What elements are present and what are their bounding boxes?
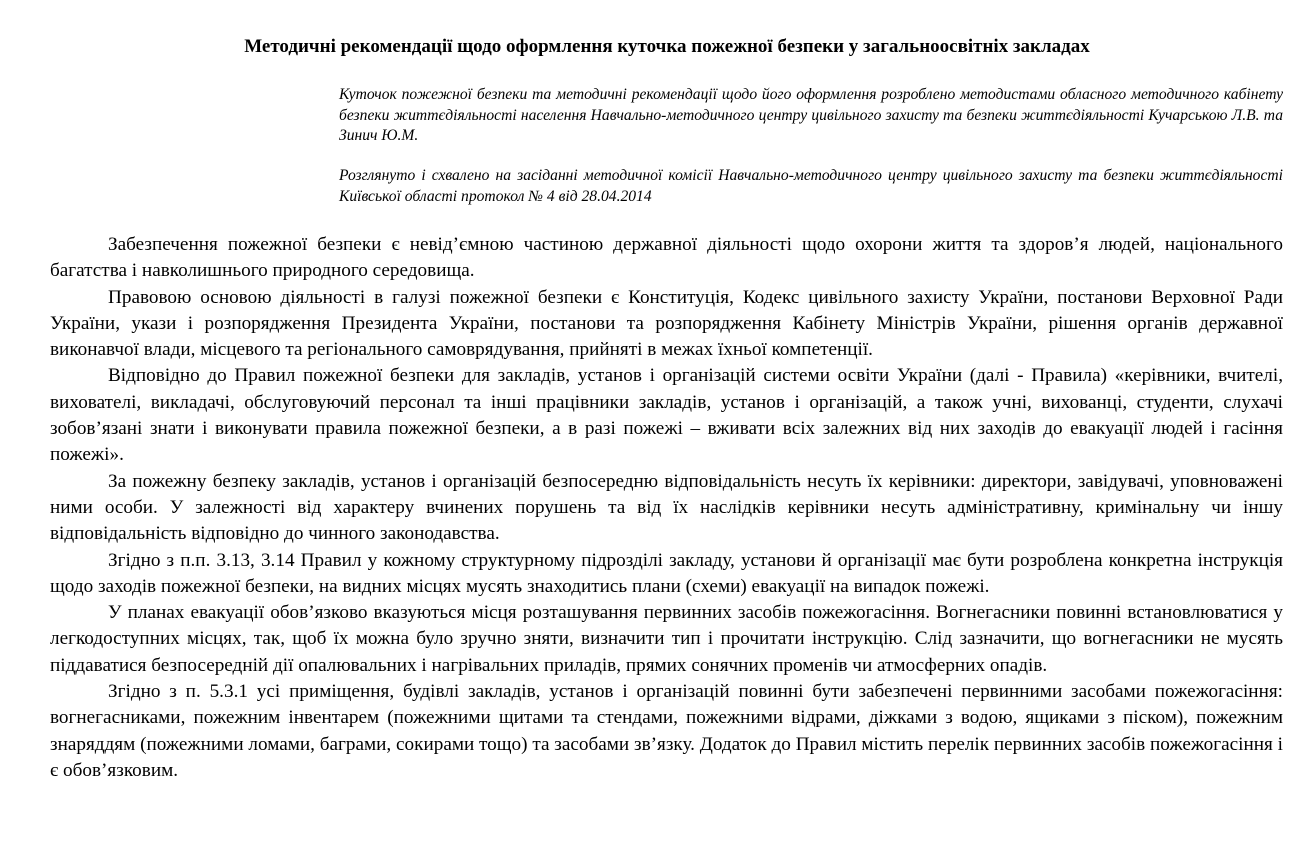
approval-note: Розглянуто і схвалено на засіданні методичної комісії Навчально-методичного центру цивільного захисту та безпеки життєдіяльності Київської області протокол № 4 від 28.04.2014 <box>339 167 1283 205</box>
paragraph: Згідно з п.п. 3.13, 3.14 Правил у кожному структурному підрозділі закладу, установи й організації має бути розроблена конкретна інструкція щодо заходів пожежної безпеки, на видних місцях мусять знаходитись плани (схеми) евакуації на випадок пожежі. <box>50 549 1283 597</box>
paragraph: Забезпечення пожежної безпеки є невід’ємною частиною державної діяльності щодо охорони життя та здоров’я людей, національного багатства і навколишнього природного середовища. <box>50 234 1283 282</box>
document-body <box>50 232 1283 784</box>
paragraph: Правовою основою діяльності в галузі пожежної безпеки є Конституція, Кодекс цивільного захисту України, постанови Верховної Ради України, укази і розпорядження Президента України, постанови та розпорядження Кабінету Міністрів України, рішення органів державної виконавчої влади, місцевого та регіонального самоврядування, прийняті в межах їхньої компетенції. <box>50 286 1283 361</box>
paragraph: У планах евакуації обов’язково вказуються місця розташування первинних засобів пожежогасіння. Вогнегасники повинні встановлюватися у легкодоступних місцях, так, щоб їх можна було зручно зняти, визначити тип і прочитати інструкцію. Слід зазначити, що вогнегасники не мусять піддаватися безпосередній дії опалювальних і нагрівальних приладів, прямих сонячних променів чи атмосферних опадів. <box>50 602 1283 676</box>
paragraph: Відповідно до Правил пожежної безпеки для закладів, установ і організацій системи освіти України (далі - Правила) «керівники, вчителі, вихователі, викладачі, обслуговуючий персонал та інші працівники закладів, установ і організацій, а також учні, вихованці, студенти, слухачі зобов’язані знати і виконувати правила пожежної безпеки, а в разі пожежі – вживати всіх залежних від них заходів до евакуації людей і гасіння пожежі». <box>50 365 1283 466</box>
paragraph: Згідно з п. 5.3.1 усі приміщення, будівлі закладів, установ і організацій повинні бути забезпечені первинними засобами пожежогасіння: вогнегасниками, пожежним інвентарем (пожежними щитами та стендами, пожежними відрами, діжками з водою, ящиками з піском), пожежним знаряддям (пожежними ломами, баграми, сокирами тощо) та засобами зв’язку. Додаток до Правил містить перелік первинних засобів пожежогасіння і є обов’язковим. <box>50 681 1283 781</box>
authors-note: Куточок пожежної безпеки та методичні рекомендації щодо його оформлення розроблено методистами обласного методичного кабінету безпеки життєдіяльності населення Навчально-методичного центру цивільного захисту та безпеки життєдіяльності Кучарською Л.В. та Зинич Ю.М. <box>339 86 1283 144</box>
document-title: Методичні рекомендації щодо оформлення куточка пожежної безпеки у загальноосвітніх закладах <box>244 36 1090 57</box>
paragraph: За пожежну безпеку закладів, установ і організацій безпосередню відповідальність несуть їх керівники: директори, завідувачі, уповноважені ними особи. У залежності від характеру вчинених порушень та від їх наслідків керівники несуть адміністративну, кримінальну чи іншу відповідальність відповідно до чинного законодавства. <box>50 470 1283 545</box>
